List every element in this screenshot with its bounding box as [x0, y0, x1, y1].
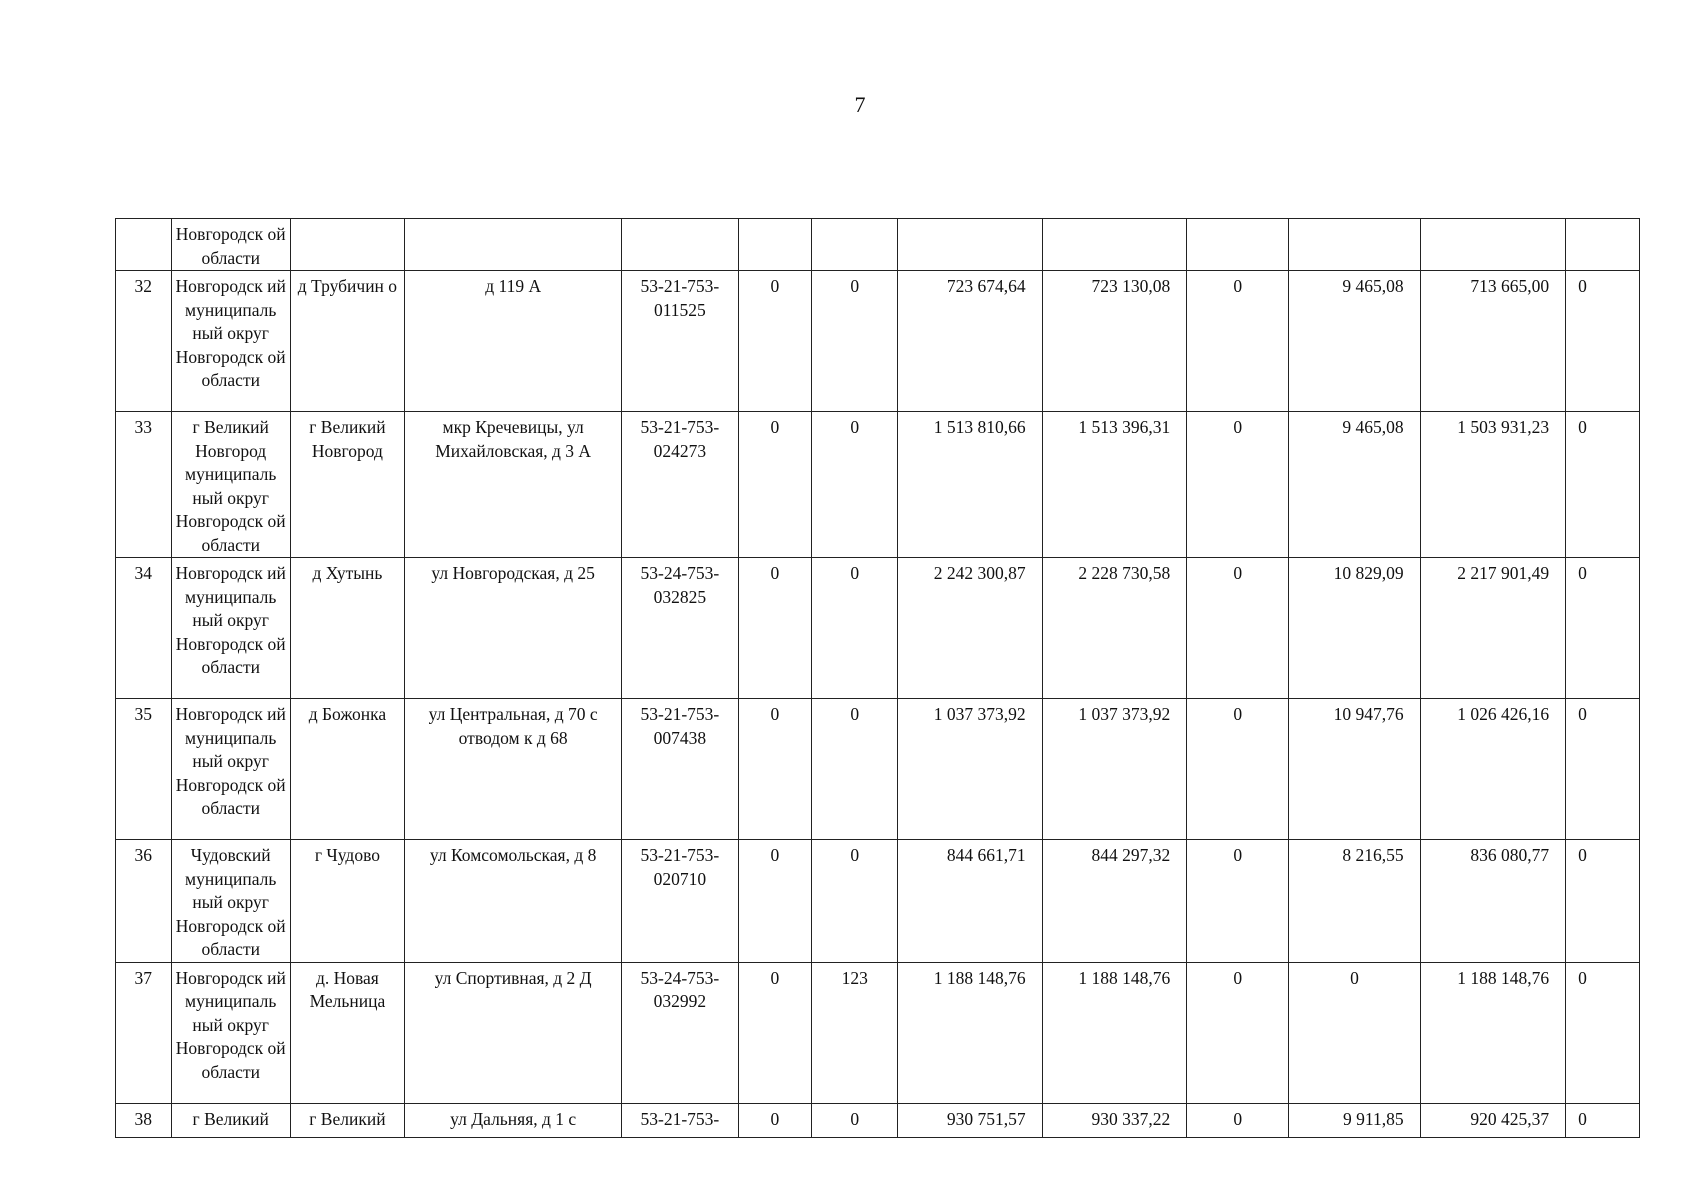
cell-code: [622, 219, 738, 271]
cell-c7: 1 503 931,23: [1420, 412, 1566, 558]
cell-municipality: Новгородск ий муниципаль ный округ Новгородск ой области: [171, 962, 290, 1103]
cell-municipality: г Великий: [171, 1103, 290, 1137]
cell-c2: 0: [812, 699, 898, 840]
cell-c5: 0: [1187, 271, 1289, 412]
cell-c5: 0: [1187, 412, 1289, 558]
cell-c6: 0: [1289, 962, 1420, 1103]
cell-num: 35: [116, 699, 172, 840]
cell-settlement: д Божонка: [290, 699, 404, 840]
cell-c8: 0: [1566, 962, 1640, 1103]
cell-address: [405, 219, 622, 271]
cell-c5: 0: [1187, 962, 1289, 1103]
cell-c1: 0: [738, 558, 812, 699]
cell-c1: 0: [738, 699, 812, 840]
cell-num: 37: [116, 962, 172, 1103]
cell-settlement: г Великий: [290, 1103, 404, 1137]
cell-c1: 0: [738, 962, 812, 1103]
cell-c6: 10 829,09: [1289, 558, 1420, 699]
cell-c6: [1289, 219, 1420, 271]
cell-num: 36: [116, 840, 172, 963]
cell-settlement: д Трубичин о: [290, 271, 404, 412]
table-row: [116, 840, 1640, 963]
cell-address: мкр Кречевицы, ул Михайловская, д 3 А: [405, 412, 622, 558]
cell-c5: 0: [1187, 840, 1289, 963]
cell-code: 53-21-753- 020710: [622, 840, 738, 963]
cell-c2: 123: [812, 962, 898, 1103]
cell-c7: 1 026 426,16: [1420, 699, 1566, 840]
cell-c4: 844 297,32: [1042, 840, 1187, 963]
cell-code: 53-21-753- 024273: [622, 412, 738, 558]
cell-municipality: Новгородск ий муниципаль ный округ Новгородск ой области: [171, 699, 290, 840]
cell-c1: 0: [738, 840, 812, 963]
table-row: [116, 962, 1640, 1103]
cell-c6: 8 216,55: [1289, 840, 1420, 963]
cell-c5: [1187, 219, 1289, 271]
cell-c4: [1042, 219, 1187, 271]
cell-settlement: д. Новая Мельница: [290, 962, 404, 1103]
cell-c8: [1566, 219, 1640, 271]
cell-c3: 844 661,71: [898, 840, 1043, 963]
cell-c3: 1 513 810,66: [898, 412, 1043, 558]
cell-code: 53-24-753- 032992: [622, 962, 738, 1103]
cell-code: 53-24-753- 032825: [622, 558, 738, 699]
cell-c6: 10 947,76: [1289, 699, 1420, 840]
cell-c4: 930 337,22: [1042, 1103, 1187, 1137]
cell-c6: 9 911,85: [1289, 1103, 1420, 1137]
cell-municipality: Чудовский муниципаль ный округ Новгородск ой области: [171, 840, 290, 963]
table-row: [116, 699, 1640, 840]
cell-c7: [1420, 219, 1566, 271]
cell-c5: 0: [1187, 558, 1289, 699]
page-number: 7: [854, 92, 866, 117]
cell-c4: 1 037 373,92: [1042, 699, 1187, 840]
cell-address: ул Спортивная, д 2 Д: [405, 962, 622, 1103]
cell-settlement: д Хутынь: [290, 558, 404, 699]
cell-c7: 836 080,77: [1420, 840, 1566, 963]
table-row: [116, 412, 1640, 558]
cell-c8: 0: [1566, 558, 1640, 699]
cell-code: 53-21-753-: [622, 1103, 738, 1137]
data-table: [115, 218, 1640, 1138]
cell-c3: [898, 219, 1043, 271]
cell-address: ул Дальняя, д 1 с: [405, 1103, 622, 1137]
cell-c8: 0: [1566, 1103, 1640, 1137]
cell-c8: 0: [1566, 840, 1640, 963]
table-row: [116, 1103, 1640, 1137]
cell-address: ул Новгородская, д 25: [405, 558, 622, 699]
cell-c6: 9 465,08: [1289, 412, 1420, 558]
cell-c2: 0: [812, 558, 898, 699]
cell-c8: 0: [1566, 699, 1640, 840]
cell-c4: 1 188 148,76: [1042, 962, 1187, 1103]
cell-c5: 0: [1187, 1103, 1289, 1137]
cell-c1: 0: [738, 412, 812, 558]
cell-c2: 0: [812, 840, 898, 963]
cell-c7: 1 188 148,76: [1420, 962, 1566, 1103]
table-row: [116, 558, 1640, 699]
cell-c4: 2 228 730,58: [1042, 558, 1187, 699]
cell-c7: 2 217 901,49: [1420, 558, 1566, 699]
cell-c8: 0: [1566, 412, 1640, 558]
cell-c7: 713 665,00: [1420, 271, 1566, 412]
cell-c8: 0: [1566, 271, 1640, 412]
cell-code: 53-21-753- 011525: [622, 271, 738, 412]
table-row: [116, 271, 1640, 412]
table-row-continuation: [116, 219, 1640, 271]
cell-c1: 0: [738, 271, 812, 412]
cell-municipality: Новгородск ий муниципаль ный округ Новгородск ой области: [171, 271, 290, 412]
cell-c3: 930 751,57: [898, 1103, 1043, 1137]
cell-settlement: г Великий Новгород: [290, 412, 404, 558]
cell-c3: 1 188 148,76: [898, 962, 1043, 1103]
cell-num: [116, 219, 172, 271]
cell-settlement: [290, 219, 404, 271]
cell-code: 53-21-753- 007438: [622, 699, 738, 840]
table-body: [116, 219, 1640, 1138]
cell-address: ул Комсомольская, д 8: [405, 840, 622, 963]
cell-c4: 1 513 396,31: [1042, 412, 1187, 558]
cell-address: ул Центральная, д 70 с отводом к д 68: [405, 699, 622, 840]
cell-c7: 920 425,37: [1420, 1103, 1566, 1137]
cell-municipality: г Великий Новгород муниципаль ный округ Новгородск ой области: [171, 412, 290, 558]
cell-c2: [812, 219, 898, 271]
cell-num: 32: [116, 271, 172, 412]
cell-c1: [738, 219, 812, 271]
cell-c2: 0: [812, 271, 898, 412]
cell-c3: 1 037 373,92: [898, 699, 1043, 840]
cell-c3: 723 674,64: [898, 271, 1043, 412]
cell-c4: 723 130,08: [1042, 271, 1187, 412]
cell-c2: 0: [812, 412, 898, 558]
cell-municipality: Новгородск ий муниципаль ный округ Новгородск ой области: [171, 558, 290, 699]
cell-address: д 119 А: [405, 271, 622, 412]
cell-c5: 0: [1187, 699, 1289, 840]
cell-settlement: г Чудово: [290, 840, 404, 963]
cell-num: 33: [116, 412, 172, 558]
cell-c3: 2 242 300,87: [898, 558, 1043, 699]
cell-c2: 0: [812, 1103, 898, 1137]
cell-num: 38: [116, 1103, 172, 1137]
cell-c6: 9 465,08: [1289, 271, 1420, 412]
cell-municipality: Новгородск ой области: [171, 219, 290, 271]
cell-num: 34: [116, 558, 172, 699]
cell-c1: 0: [738, 1103, 812, 1137]
